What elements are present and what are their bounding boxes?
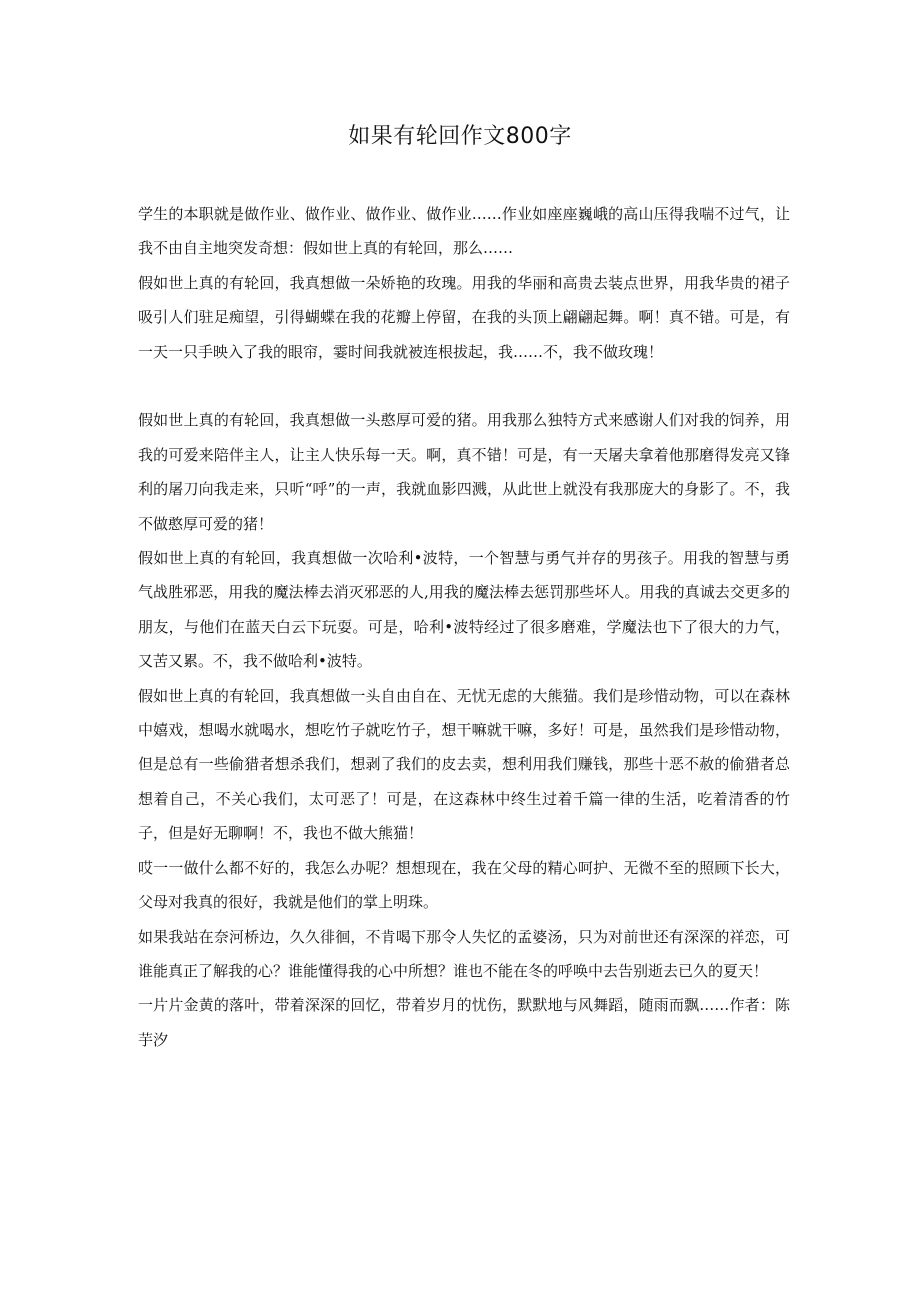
paragraph-reflection: 哎一一做什么都不好的，我怎么办呢？想想现在，我在父母的精心呵护、无微不至的照顾下长大，父母对我真的很好，我就是他们的掌上明珠。 [138, 858, 790, 912]
paragraph-pig: 假如世上真的有轮回，我真想做一头憨厚可爱的猪。用我那么独特方式来感谢人们对我的饲养，用我的可爱来陪伴主人，让主人快乐每一天。啊，真不错！可是，有一天屠夫拿着他那磨得发亮又锋利的屠刀向我走来，只听“呼”的一声，我就血影四溅，从此世上就没有我那庞大的身影了。不，我不做憨厚可爱的猪！ [138, 411, 790, 533]
paragraph-harry-potter: 假如世上真的有轮回，我真想做一次哈利•波特，一个智慧与勇气并存的男孩子。用我的智慧与勇气战胜邪恶，用我的魔法棒去消灭邪恶的人,用我的魔法棒去惩罚那些坏人。用我的真诚去交更多的朋友，与他们在蓝天白云下玩耍。可是，哈利•波特经过了很多磨难，学魔法也下了很大的力气，又苦又累。不，我不做哈利•波特。 [138, 549, 790, 671]
paragraph-rose: 假如世上真的有轮回，我真想做一朵娇艳的玫瑰。用我的华丽和高贵去装点世界，用我华贵的裙子吸引人们驻足痴望，引得蝴蝶在我的花瓣上停留，在我的头顶上翩翩起舞。啊！真不错。可是，有一天一只手映入了我的眼帘，霎时间我就被连根拔起，我……不，我不做玫瑰！ [138, 273, 790, 361]
document-body [138, 197, 790, 1057]
paragraph-naihe-bridge: 如果我站在奈河桥边，久久徘徊，不肯喝下那令人失忆的孟婆汤，只为对前世还有深深的祥恋，可谁能真正了解我的心？谁能懂得我的心中所想？谁也不能在冬的呼唤中去告别逝去已久的夏天！ [138, 927, 790, 980]
paragraph-panda: 假如世上真的有轮回，我真想做一头自由自在、无忧无虑的大熊猫。我们是珍惜动物，可以在森林中嬉戏，想喝水就喝水，想吃竹子就吃竹子，想干嘛就干嘛，多好！可是，虽然我们是珍惜动物，但是总有一些偷猎者想杀我们，想剥了我们的皮去卖，想利用我们赚钱，那些十恶不赦的偷猎者总想着自己，不关心我们，太可恶了！可是，在这森林中终生过着千篇一律的生活，吃着清香的竹子，但是好无聊啊！不，我也不做大熊猫！ [138, 686, 790, 843]
paragraph-gap [138, 369, 790, 403]
paragraph-intro: 学生的本职就是做作业、做作业、做作业、做作业……作业如座座巍峨的高山压得我喘不过气，让我不由自主地突发奇想：假如世上真的有轮回，那么…… [138, 205, 790, 258]
document-title: 如果有轮回作文800字 [348, 124, 572, 149]
paragraph-closing: 一片片金黄的落叶，带着深深的回忆，带着岁月的忧伤，默默地与风舞蹈，随雨而飘……作者：陈芋汐 [138, 996, 790, 1049]
